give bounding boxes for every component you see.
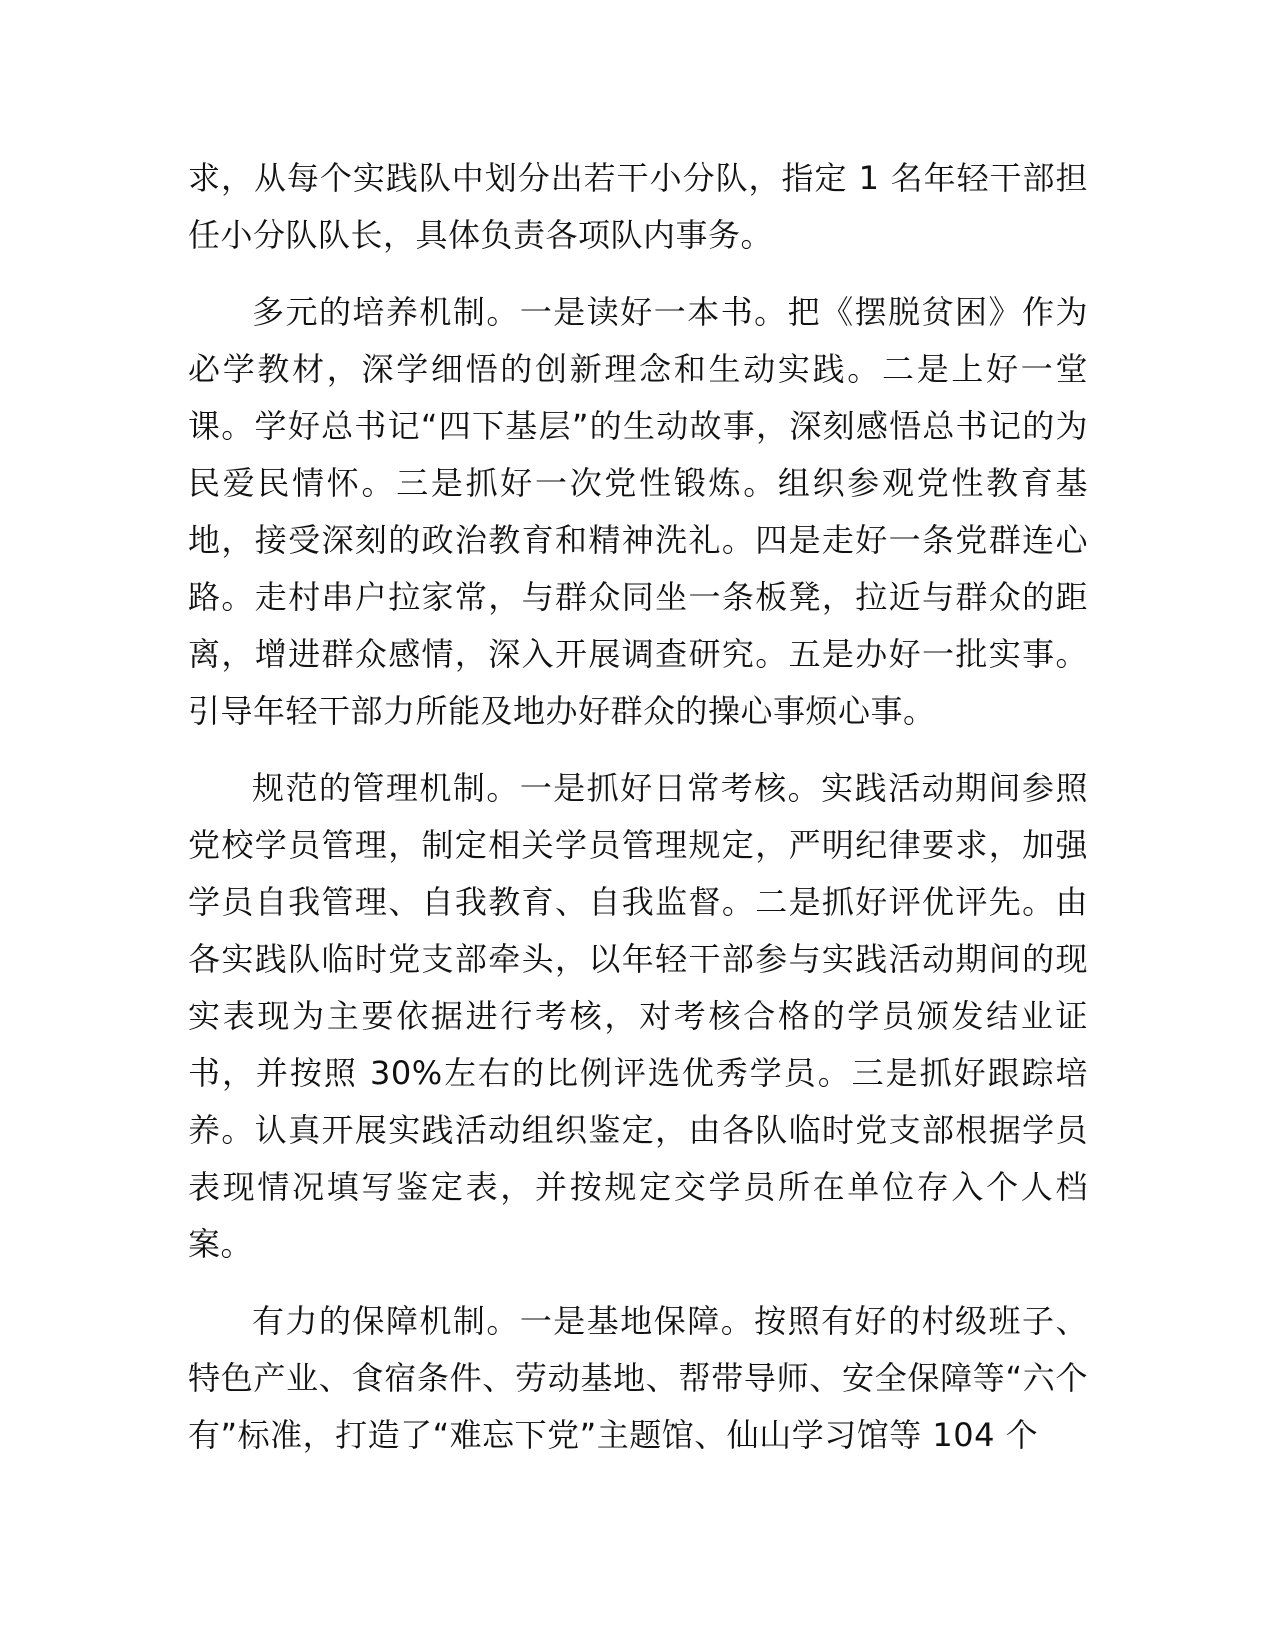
paragraph-support-mechanism: 有力的保障机制。一是基地保障。按照有好的村级班子、特色产业、食宿条件、劳动基地、帮带导师、安全保障等“六个有”标准，打造了“难忘下党”主题馆、仙山学习馆等 104 个 bbox=[188, 1302, 1088, 1454]
document-page bbox=[188, 150, 1088, 1484]
paragraph-continuation: 求，从每个实践队中划分出若干小分队，指定 1 名年轻干部担任小分队队长，具体负责各项队内事务。 bbox=[188, 159, 1088, 254]
paragraph-training-mechanism: 多元的培养机制。一是读好一本书。把《摆脱贫困》作为必学教材，深学细悟的创新理念和生动实践。二是上好一堂课。学好总书记“四下基层”的生动故事，深刻感悟总书记的为民爱民情怀。三是抓好一次党性锻炼。组织参观党性教育基地，接受深刻的政治教育和精神洗礼。四是走好一条党群连心路。走村串户拉家常，与群众同坐一条板凳，拉近与群众的距离，增进群众感情，深入开展调查研究。五是办好一批实事。引导年轻干部力所能及地办好群众的操心事烦心事。 bbox=[188, 293, 1088, 730]
paragraph-management-mechanism: 规范的管理机制。一是抓好日常考核。实践活动期间参照党校学员管理，制定相关学员管理规定，严明纪律要求，加强学员自我管理、自我教育、自我监督。二是抓好评优评先。由各实践队临时党支部牵头，以年轻干部参与实践活动期间的现实表现为主要依据进行考核，对考核合格的学员颁发结业证书，并按照 30%左右的比例评选优秀学员。三是抓好跟踪培养。认真开展实践活动组织鉴定，由各队临时党支部根据学员表现情况填写鉴定表，并按规定交学员所在单位存入个人档案。 bbox=[188, 769, 1088, 1263]
